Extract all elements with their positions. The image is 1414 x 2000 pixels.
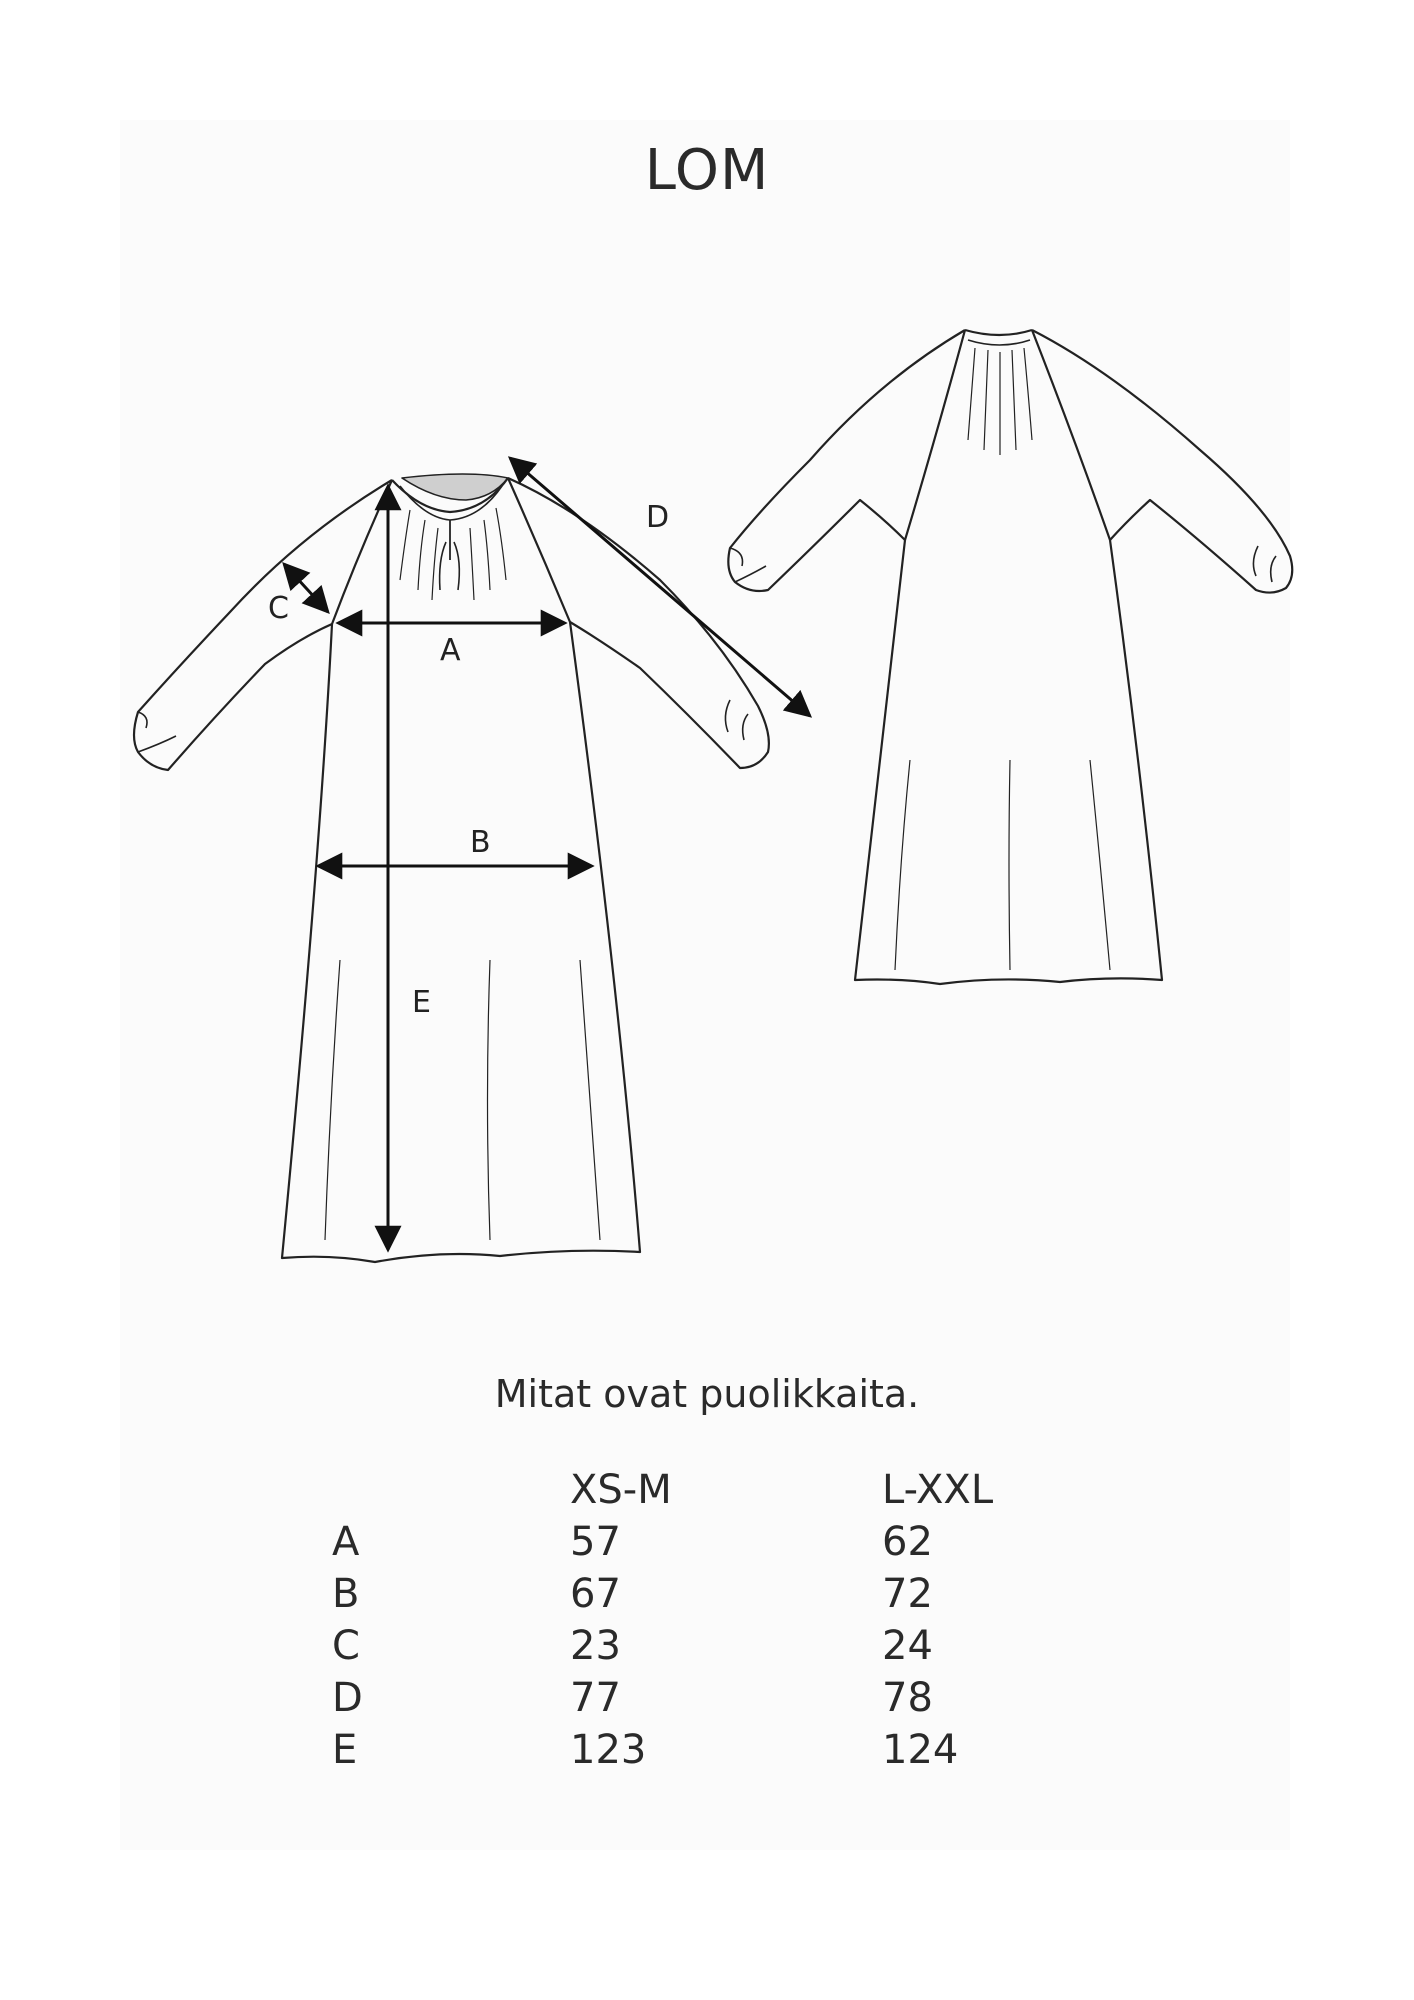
back-body-outline [855,540,1162,984]
value-xs-m: 57 [570,1519,621,1565]
table-row [332,1724,1082,1776]
table-row [332,1568,1082,1620]
back-right-cuff [1253,546,1276,582]
back-right-raglan-seam [1032,330,1110,540]
size-table [332,1464,1082,1776]
back-neckline [965,330,1032,335]
value-xs-m: 67 [570,1571,621,1617]
arrow-c [284,564,328,612]
value-l-xxl: 62 [882,1519,933,1565]
back-view-dress [728,330,1292,984]
value-xs-m: 123 [570,1727,647,1773]
value-l-xxl: 78 [882,1675,933,1721]
front-right-cuff [725,700,748,740]
header-cell-l-xxl: L-XXL [882,1467,994,1513]
front-tie-right [454,542,459,590]
front-left-cuff [138,712,176,752]
value-l-xxl: 24 [882,1623,933,1669]
label-d: D [646,500,670,535]
table-row [332,1672,1082,1724]
row-label: D [332,1675,363,1721]
measurement-note: Mitat ovat puolikkaita. [494,1372,920,1416]
back-right-sleeve [1032,330,1292,593]
front-left-sleeve [134,480,392,770]
table-row [332,1620,1082,1672]
back-skirt-folds [895,760,1110,970]
row-label: A [332,1519,360,1565]
value-xs-m: 23 [570,1623,621,1669]
label-c: C [268,591,289,626]
front-skirt-folds [325,960,600,1240]
back-left-cuff [730,548,766,582]
label-b: B [470,825,491,860]
size-table-header [332,1464,1082,1516]
value-l-xxl: 124 [882,1727,959,1773]
value-l-xxl: 72 [882,1571,933,1617]
row-label: E [332,1727,358,1773]
back-gathers [968,348,1032,455]
front-tie-left [440,542,446,590]
front-left-raglan-seam [332,480,392,624]
row-label: B [332,1571,360,1617]
row-label: C [332,1623,360,1669]
back-neck-binding [968,340,1030,345]
front-body-outline [282,622,640,1262]
value-xs-m: 77 [570,1675,621,1721]
header-cell-xs-m: XS-M [570,1467,672,1513]
front-view-dress [134,474,769,1262]
garment-title: LOM [644,138,770,203]
label-a: A [440,633,461,668]
label-e: E [412,985,431,1020]
front-right-raglan-seam [508,478,570,622]
table-row [332,1516,1082,1568]
front-gathers [400,508,506,600]
back-left-raglan-seam [905,330,965,540]
